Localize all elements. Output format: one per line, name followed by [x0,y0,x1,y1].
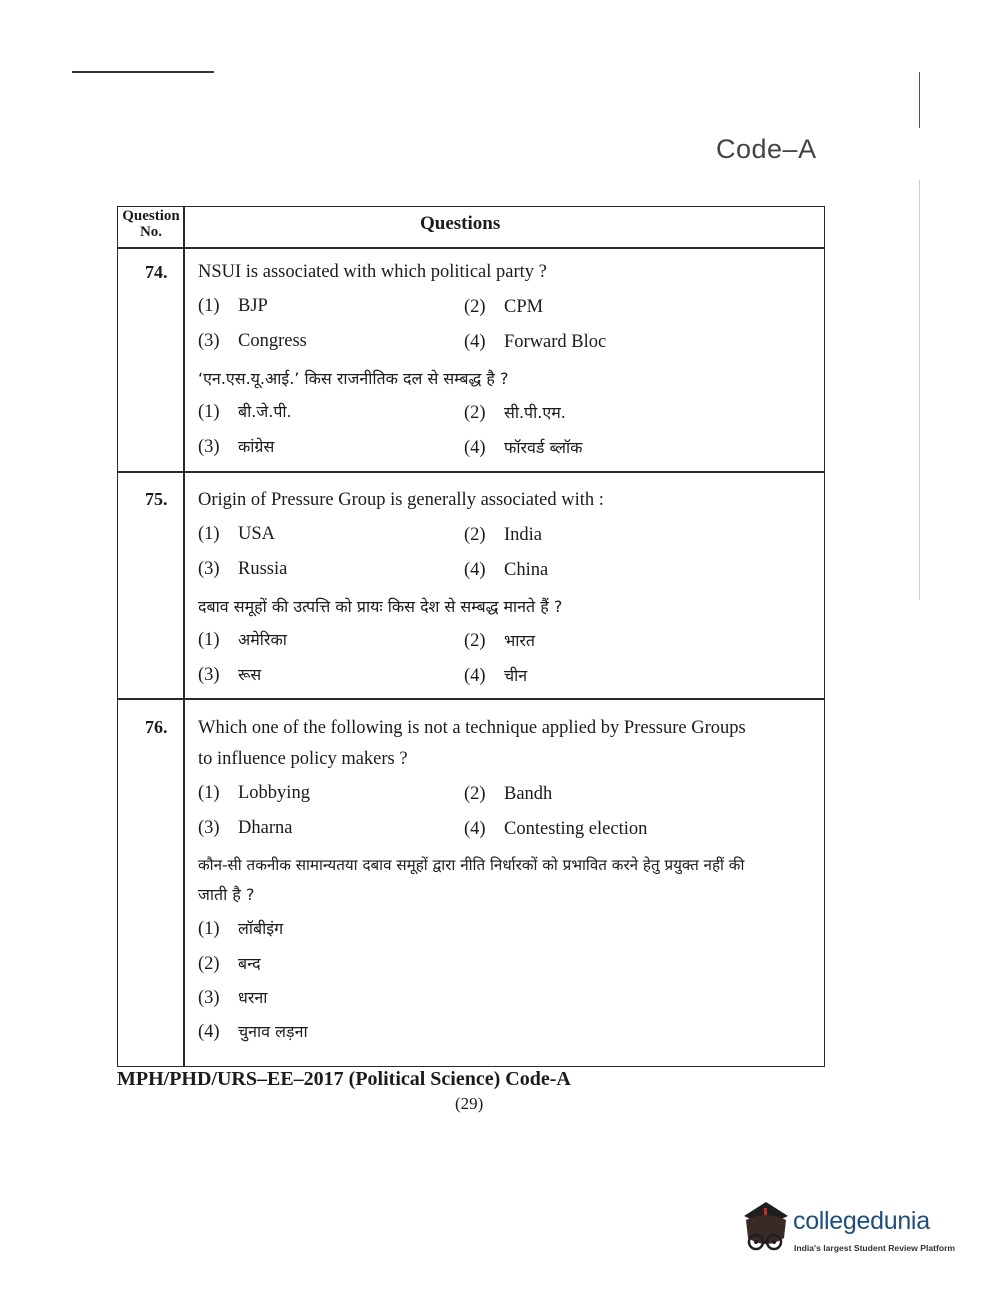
question-text-hi: दबाव समूहों की उत्पत्ति को प्रायः किस देश से सम्बद्ध मानते हैं ? [198,597,563,616]
page-number: (29) [455,1094,484,1113]
page-edge-line [919,72,920,128]
top-rule [72,71,214,73]
footer-code: MPH/PHD/URS–EE–2017 (Political Science) Code-A [117,1068,571,1090]
option: (4) फॉरवर्ड ब्लॉक [464,438,583,458]
question-text-en: NSUI is associated with which political party ? [198,262,547,282]
option: (2) सी.पी.एम. [464,403,566,423]
question-text-en-line1: Which one of the following is not a technique applied by Pressure Groups [198,718,746,738]
table-row-divider [117,471,825,473]
question-text-hi-line2: जाती है ? [198,885,255,904]
option: (3) कांग्रेस [198,437,275,457]
question-text-en: Origin of Pressure Group is generally associated with : [198,490,604,510]
option: (4) Forward Bloc [464,332,607,352]
option: (3) Russia [198,559,288,579]
option: (3) Congress [198,331,307,351]
page-edge-line-faint [919,180,920,600]
logo-tagline: India's largest Student Review Platform [794,1243,956,1253]
option: (3) रूस [198,665,262,685]
question-number: 76. [145,717,168,737]
option: (4) चीन [464,666,528,686]
question-text-hi-line1: कौन-सी तकनीक सामान्यतया दबाव समूहों द्वारा नीति निर्धारकों को प्रभावित करने हेतु प्रयुक्त नहीं की [198,856,745,874]
option: (2) CPM [464,297,544,317]
option: (1) USA [198,524,276,544]
question-text-en-line2: to influence policy makers ? [198,749,408,769]
mascot-icon [736,1198,796,1260]
option: (3) Dharna [198,818,293,838]
option: (3) धरना [198,988,268,1008]
table-row-divider [117,698,825,700]
option: (1) BJP [198,296,268,316]
option: (2) India [464,525,543,545]
code-title: Code–A [716,134,817,164]
option: (4) China [464,560,549,580]
option: (2) बन्द [198,954,261,974]
table-header-divider [117,247,825,249]
option: (4) चुनाव लड़ना [198,1022,308,1042]
option: (1) अमेरिका [198,630,287,650]
header-questions: Questions [420,213,501,234]
option: (1) लॉबीइंग [198,919,284,939]
option: (2) Bandh [464,784,553,804]
table-column-divider [183,206,185,1067]
question-number: 74. [145,262,168,282]
header-question-no: Question No. [122,208,180,240]
question-number: 75. [145,489,168,509]
logo-wordmark: collegedunia [793,1207,930,1235]
option: (4) Contesting election [464,819,648,839]
option: (1) बी.जे.पी. [198,402,292,422]
option: (1) Lobbying [198,783,310,803]
question-text-hi: ‘एन.एस.यू.आई.’ किस राजनीतिक दल से सम्बद्ध है ? [198,369,509,388]
option: (2) भारत [464,631,536,651]
